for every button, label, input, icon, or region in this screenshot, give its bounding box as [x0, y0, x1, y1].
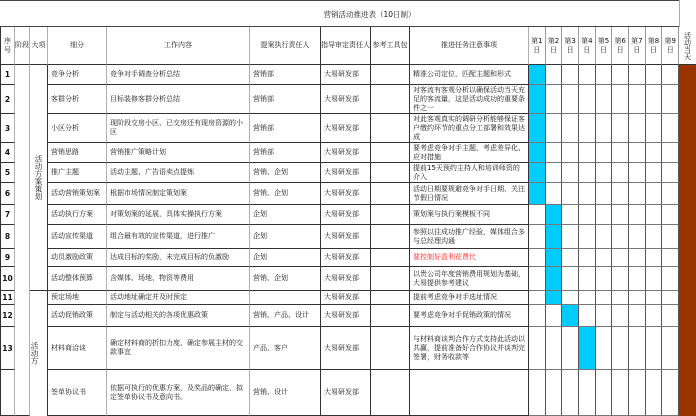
row-content: 含媒体、场地、物资等费用 — [107, 267, 250, 291]
row-subitem: 活动执行方案 — [48, 205, 107, 225]
header-owner: 提案执行责任人 — [250, 27, 321, 65]
day-cell-9 — [662, 291, 679, 305]
day-cell-5 — [596, 327, 613, 370]
day-cell-6 — [612, 370, 629, 416]
day-cell-6 — [612, 267, 629, 291]
day-cell-1 — [529, 267, 546, 291]
row-subitem: 活动营销策划案 — [48, 183, 107, 205]
row-subitem: 签单协议书 — [48, 370, 107, 416]
row-subitem: 材料商洽谈 — [48, 327, 107, 370]
day-cell-3 — [562, 163, 579, 183]
day-cell-1 — [529, 114, 546, 143]
row-notes: 提前15天预约主持人和培训师资的介入 — [410, 163, 529, 183]
day-cell-2 — [546, 267, 563, 291]
day-cell-4 — [579, 370, 596, 416]
day-cell-8 — [646, 327, 663, 370]
day-cell-4 — [579, 225, 596, 249]
day-cell-1 — [529, 370, 546, 416]
day-cell-6 — [612, 205, 629, 225]
day-cell-1 — [529, 85, 546, 114]
row-owner: 企划 — [250, 249, 321, 267]
day-cell-7 — [629, 163, 646, 183]
row-subitem: 活动整体预算 — [48, 267, 107, 291]
header-toolkit: 参考工具包 — [371, 27, 410, 65]
day-cell-3 — [562, 370, 579, 416]
day-cell-9 — [662, 143, 679, 163]
day-cell-8 — [646, 85, 663, 114]
row-subitem: 预定场地 — [48, 291, 107, 305]
row-content: 现阶段交房小区、已交房还有现房资源的小区 — [107, 114, 250, 143]
day-cell-4 — [579, 327, 596, 370]
row-subitem: 活动宣传渠道 — [48, 225, 107, 249]
day-cell-7 — [629, 291, 646, 305]
row-toolkit — [371, 114, 410, 143]
row-toolkit — [371, 267, 410, 291]
row-toolkit — [371, 291, 410, 305]
stage-column-blank — [15, 65, 30, 416]
row-owner: 企划 — [250, 205, 321, 225]
day-cell-6 — [612, 163, 629, 183]
row-toolkit — [371, 225, 410, 249]
day-cell-3 — [562, 65, 579, 85]
day-cell-7 — [629, 225, 646, 249]
row-toolkit — [371, 327, 410, 370]
row-seq: 7 — [0, 205, 15, 225]
title-row — [0, 0, 679, 27]
day-cell-5 — [596, 65, 613, 85]
day-cell-9 — [662, 65, 679, 85]
row-subitem: 竞争分析 — [48, 65, 107, 85]
day-cell-4 — [579, 85, 596, 114]
day-cell-2 — [546, 65, 563, 85]
day-cell-5 — [596, 143, 613, 163]
day-cell-3 — [562, 267, 579, 291]
row-toolkit — [371, 249, 410, 267]
day-cell-4 — [579, 305, 596, 327]
day-cell-5 — [596, 114, 613, 143]
header-day-4: 第4日 — [579, 27, 596, 65]
row-reviewer: 大易研发部 — [321, 249, 371, 267]
row-content: 组合最有效的宣传渠道，进行推广 — [107, 225, 250, 249]
row-subitem: 客群分析 — [48, 85, 107, 114]
header-day-8: 第8日 — [646, 27, 663, 65]
day-cell-3 — [562, 114, 579, 143]
row-subitem: 营销思路 — [48, 143, 107, 163]
row-reviewer: 大易研发部 — [321, 163, 371, 183]
day-cell-8 — [646, 225, 663, 249]
row-content: 目标装修客群分析总结 — [107, 85, 250, 114]
day-cell-3 — [562, 205, 579, 225]
day-cell-3 — [562, 85, 579, 114]
day-cell-6 — [612, 305, 629, 327]
day-cell-2 — [546, 225, 563, 249]
day-cell-5 — [596, 183, 613, 205]
day-cell-7 — [629, 114, 646, 143]
row-owner: 营销部 — [250, 65, 321, 85]
day-cell-2 — [546, 85, 563, 114]
day-cell-7 — [629, 305, 646, 327]
row-seq: 8 — [0, 225, 15, 249]
row-seq: 10 — [0, 267, 15, 291]
day-cell-7 — [629, 143, 646, 163]
row-reviewer: 大易研发部 — [321, 291, 371, 305]
day-cell-7 — [629, 85, 646, 114]
row-owner: 营销部 — [250, 143, 321, 163]
header-day-2: 第2日 — [546, 27, 563, 65]
row-reviewer: 大易研发部 — [321, 225, 371, 249]
row-content: 根据市场情况制定策划案 — [107, 183, 250, 205]
row-content: 活动地址确定并及时预定 — [107, 291, 250, 305]
day-cell-3 — [562, 327, 579, 370]
day-cell-5 — [596, 370, 613, 416]
day-cell-1 — [529, 143, 546, 163]
day-cell-3 — [562, 249, 579, 267]
day-cell-9 — [662, 205, 679, 225]
row-content: 达成目标的奖励，未完成目标的负激励 — [107, 249, 250, 267]
row-reviewer: 大易研发部 — [321, 305, 371, 327]
row-seq: 6 — [0, 183, 15, 205]
day-cell-9 — [662, 305, 679, 327]
header-day-5: 第5日 — [596, 27, 613, 65]
row-subitem: 活动促销政策 — [48, 305, 107, 327]
day-cell-7 — [629, 65, 646, 85]
day-cell-2 — [546, 114, 563, 143]
row-reviewer: 大易研发部 — [321, 65, 371, 85]
row-notes: 提前考虑竞争对手选址情况 — [410, 291, 529, 305]
day-cell-8 — [646, 65, 663, 85]
day-cell-9 — [662, 163, 679, 183]
day-cell-5 — [596, 291, 613, 305]
day-cell-6 — [612, 183, 629, 205]
row-notes: 精准公司定位，匹配主题和形式 — [410, 65, 529, 85]
row-content: 对策划案的延展，具体实操执行方案 — [107, 205, 250, 225]
day-cell-1 — [529, 327, 546, 370]
row-seq — [0, 370, 15, 416]
day-cell-4 — [579, 205, 596, 225]
header-event-day: 活动当天 — [679, 27, 696, 65]
day-cell-6 — [612, 225, 629, 249]
row-owner: 营销、企划 — [250, 267, 321, 291]
row-owner: 营销、企划 — [250, 163, 321, 183]
day-cell-8 — [646, 143, 663, 163]
row-reviewer: 大易研发部 — [321, 143, 371, 163]
row-content: 确定材料商的折扣力度、确定参展主材的交款事宜 — [107, 327, 250, 370]
row-owner: 企划 — [250, 225, 321, 249]
row-content: 营销推广策略计划 — [107, 143, 250, 163]
day-cell-9 — [662, 370, 679, 416]
row-notes: 要控制好盈利花费比 — [410, 249, 529, 267]
row-subitem: 动员激励政策 — [48, 249, 107, 267]
row-notes: 对客流有客观分析以确保活动当天充足的客流量，这是活动成功的重要条件之一 — [410, 85, 529, 114]
day-cell-7 — [629, 205, 646, 225]
day-cell-5 — [596, 225, 613, 249]
row-seq: 5 — [0, 163, 15, 183]
row-toolkit — [371, 205, 410, 225]
day-cell-9 — [662, 183, 679, 205]
day-cell-6 — [612, 327, 629, 370]
header-day-9: 第9日 — [662, 27, 679, 65]
header-category: 大项 — [30, 27, 48, 65]
header-stage: 阶段 — [15, 27, 30, 65]
day-cell-2 — [546, 183, 563, 205]
row-content: 制定与活动相关的各项优惠政策 — [107, 305, 250, 327]
day-cell-4 — [579, 249, 596, 267]
row-notes: 与材料商谈判合作方式支持此活动以共赢，提前准备好合作协议并谈判完签署，财务收款等 — [410, 327, 529, 370]
day-cell-1 — [529, 249, 546, 267]
day-cell-4 — [579, 183, 596, 205]
day-cell-1 — [529, 305, 546, 327]
row-owner: 营销部 — [250, 85, 321, 114]
day-cell-9 — [662, 267, 679, 291]
row-reviewer: 大易研发部 — [321, 183, 371, 205]
day-cell-2 — [546, 143, 563, 163]
day-cell-1 — [529, 225, 546, 249]
day-cell-6 — [612, 85, 629, 114]
day-cell-9 — [662, 114, 679, 143]
row-notes: 要考虑竞争对手主题，考虑差异化、应对措施 — [410, 143, 529, 163]
row-seq: 3 — [0, 114, 15, 143]
day-cell-1 — [529, 183, 546, 205]
header-day-6: 第6日 — [612, 27, 629, 65]
row-owner: 营销、产品、设计 — [250, 305, 321, 327]
header-day-1: 第1日 — [529, 27, 546, 65]
day-cell-8 — [646, 291, 663, 305]
day-cell-3 — [562, 291, 579, 305]
day-cell-5 — [596, 267, 613, 291]
header-notes: 推进任务注意事项 — [410, 27, 529, 65]
row-owner: 营销部 — [250, 114, 321, 143]
day-cell-1 — [529, 291, 546, 305]
day-cell-8 — [646, 205, 663, 225]
row-notes: 以贵公司年度营销费用规划为基础，大易提供参考建议 — [410, 267, 529, 291]
stage-2-label: 活动方 — [30, 291, 48, 416]
row-toolkit — [371, 65, 410, 85]
row-content: 竞争对手调查分析总结 — [107, 65, 250, 85]
row-reviewer: 大易研发部 — [321, 267, 371, 291]
row-owner: 营销、设计 — [250, 370, 321, 416]
day-cell-3 — [562, 183, 579, 205]
day-cell-4 — [579, 163, 596, 183]
day-cell-9 — [662, 85, 679, 114]
day-cell-5 — [596, 85, 613, 114]
header-content: 工作内容 — [107, 27, 250, 65]
day-cell-2 — [546, 291, 563, 305]
row-toolkit — [371, 305, 410, 327]
day-cell-2 — [546, 370, 563, 416]
day-cell-7 — [629, 249, 646, 267]
row-seq: 2 — [0, 85, 15, 114]
row-toolkit — [371, 163, 410, 183]
day-cell-7 — [629, 327, 646, 370]
row-seq: 4 — [0, 143, 15, 163]
day-cell-4 — [579, 143, 596, 163]
header-subitem: 细分 — [48, 27, 107, 65]
day-cell-3 — [562, 143, 579, 163]
row-seq: 11 — [0, 291, 15, 305]
day-cell-8 — [646, 163, 663, 183]
day-cell-9 — [662, 249, 679, 267]
row-owner: 产品、客户 — [250, 327, 321, 370]
stage-1-label: 活动方案策划 — [30, 65, 48, 291]
day-cell-8 — [646, 370, 663, 416]
day-cell-4 — [579, 114, 596, 143]
row-owner: 营销、企划 — [250, 183, 321, 205]
day-cell-8 — [646, 305, 663, 327]
row-notes: 策划案与执行案模板不同 — [410, 205, 529, 225]
row-seq: 1 — [0, 65, 15, 85]
day-cell-4 — [579, 291, 596, 305]
event-day-bar — [679, 65, 696, 416]
row-notes: 参照以往成功推广经验，媒体组合多与总经理沟通 — [410, 225, 529, 249]
row-notes: 对此客观真实的调研分析能够保证客户缴约环节的重点分工部署和效果达成 — [410, 114, 529, 143]
day-cell-5 — [596, 163, 613, 183]
day-cell-4 — [579, 267, 596, 291]
day-cell-1 — [529, 163, 546, 183]
day-cell-9 — [662, 225, 679, 249]
day-cell-6 — [612, 65, 629, 85]
row-reviewer: 大易研发部 — [321, 85, 371, 114]
day-cell-1 — [529, 65, 546, 85]
day-cell-8 — [646, 183, 663, 205]
row-content: 活动主题、广告语卖点提炼 — [107, 163, 250, 183]
row-owner — [250, 291, 321, 305]
day-cell-7 — [629, 370, 646, 416]
row-toolkit — [371, 143, 410, 163]
day-cell-2 — [546, 205, 563, 225]
row-toolkit — [371, 183, 410, 205]
day-cell-7 — [629, 183, 646, 205]
day-cell-6 — [612, 249, 629, 267]
day-cell-8 — [646, 249, 663, 267]
day-cell-8 — [646, 114, 663, 143]
day-cell-2 — [546, 249, 563, 267]
day-cell-6 — [612, 143, 629, 163]
day-cell-6 — [612, 291, 629, 305]
day-cell-2 — [546, 163, 563, 183]
day-cell-5 — [596, 205, 613, 225]
header-day-7: 第7日 — [629, 27, 646, 65]
row-notes: 要考虑竞争对手促销政策的情况 — [410, 305, 529, 327]
day-cell-3 — [562, 225, 579, 249]
day-cell-5 — [596, 305, 613, 327]
title-row-blank — [679, 0, 696, 27]
row-toolkit — [371, 370, 410, 416]
row-seq: 12 — [0, 305, 15, 327]
row-notes — [410, 370, 529, 416]
day-cell-3 — [562, 305, 579, 327]
day-cell-5 — [596, 249, 613, 267]
sheet-title: 营销活动推进表（10日制） — [323, 10, 416, 19]
day-cell-2 — [546, 327, 563, 370]
row-reviewer: 大易研发部 — [321, 114, 371, 143]
row-reviewer: 大易研发部 — [321, 205, 371, 225]
row-toolkit — [371, 85, 410, 114]
day-cell-6 — [612, 114, 629, 143]
row-seq: 13 — [0, 327, 15, 370]
row-content: 依据可执行的优惠方案，及奖品的确定，拟定签单协议书及意向书。 — [107, 370, 250, 416]
day-cell-8 — [646, 267, 663, 291]
header-reviewer: 指导审定责任人 — [321, 27, 371, 65]
row-seq: 9 — [0, 249, 15, 267]
day-cell-7 — [629, 267, 646, 291]
header-day-3: 第3日 — [562, 27, 579, 65]
row-reviewer: 大易研发部 — [321, 327, 371, 370]
header-seq: 序号 — [0, 27, 15, 65]
day-cell-9 — [662, 327, 679, 370]
row-subitem: 小区分析 — [48, 114, 107, 143]
day-cell-4 — [579, 65, 596, 85]
day-cell-2 — [546, 305, 563, 327]
day-cell-1 — [529, 205, 546, 225]
row-reviewer: 大易研发部 — [321, 370, 371, 416]
row-subitem: 推广主题 — [48, 163, 107, 183]
row-notes: 活动日期要规避竞争对手日期、关注节假日情况 — [410, 183, 529, 205]
